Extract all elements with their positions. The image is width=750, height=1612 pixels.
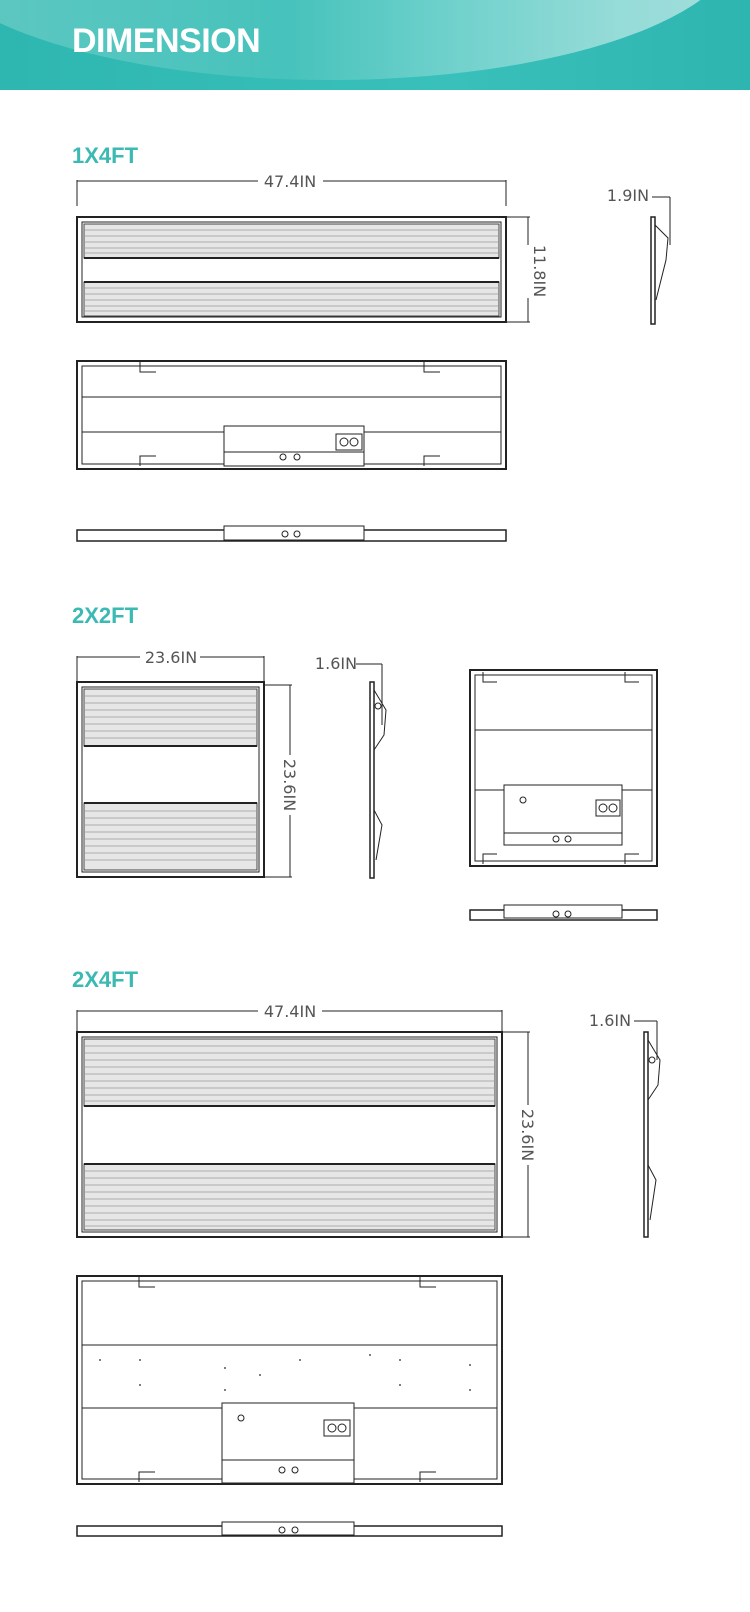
section-title-2x2ft: 2X2FT	[72, 603, 139, 628]
diagram-1x4ft	[0, 0, 750, 560]
width-label-2x2ft: 23.6IN	[144, 648, 198, 667]
section-title-1x4ft: 1X4FT	[72, 143, 139, 168]
diagram-2x4ft	[0, 990, 750, 1550]
mounting-holes-2x4ft	[99, 1354, 471, 1391]
width-label-1x4ft: 47.4IN	[263, 172, 317, 191]
height-label-1x4ft: 11.8IN	[530, 244, 549, 298]
height-label-2x2ft: 23.6IN	[280, 758, 299, 812]
page-title: DIMENSION	[72, 22, 261, 60]
width-label-2x4ft: 47.4IN	[263, 1002, 317, 1021]
height-label-2x4ft: 23.6IN	[518, 1108, 537, 1162]
section-title-2x4ft: 2X4FT	[72, 967, 139, 992]
diagram-2x2ft	[0, 560, 750, 930]
depth-label-1x4ft: 1.9IN	[606, 186, 650, 205]
depth-label-2x4ft: 1.6IN	[588, 1011, 632, 1030]
depth-label-2x2ft: 1.6IN	[314, 654, 358, 673]
